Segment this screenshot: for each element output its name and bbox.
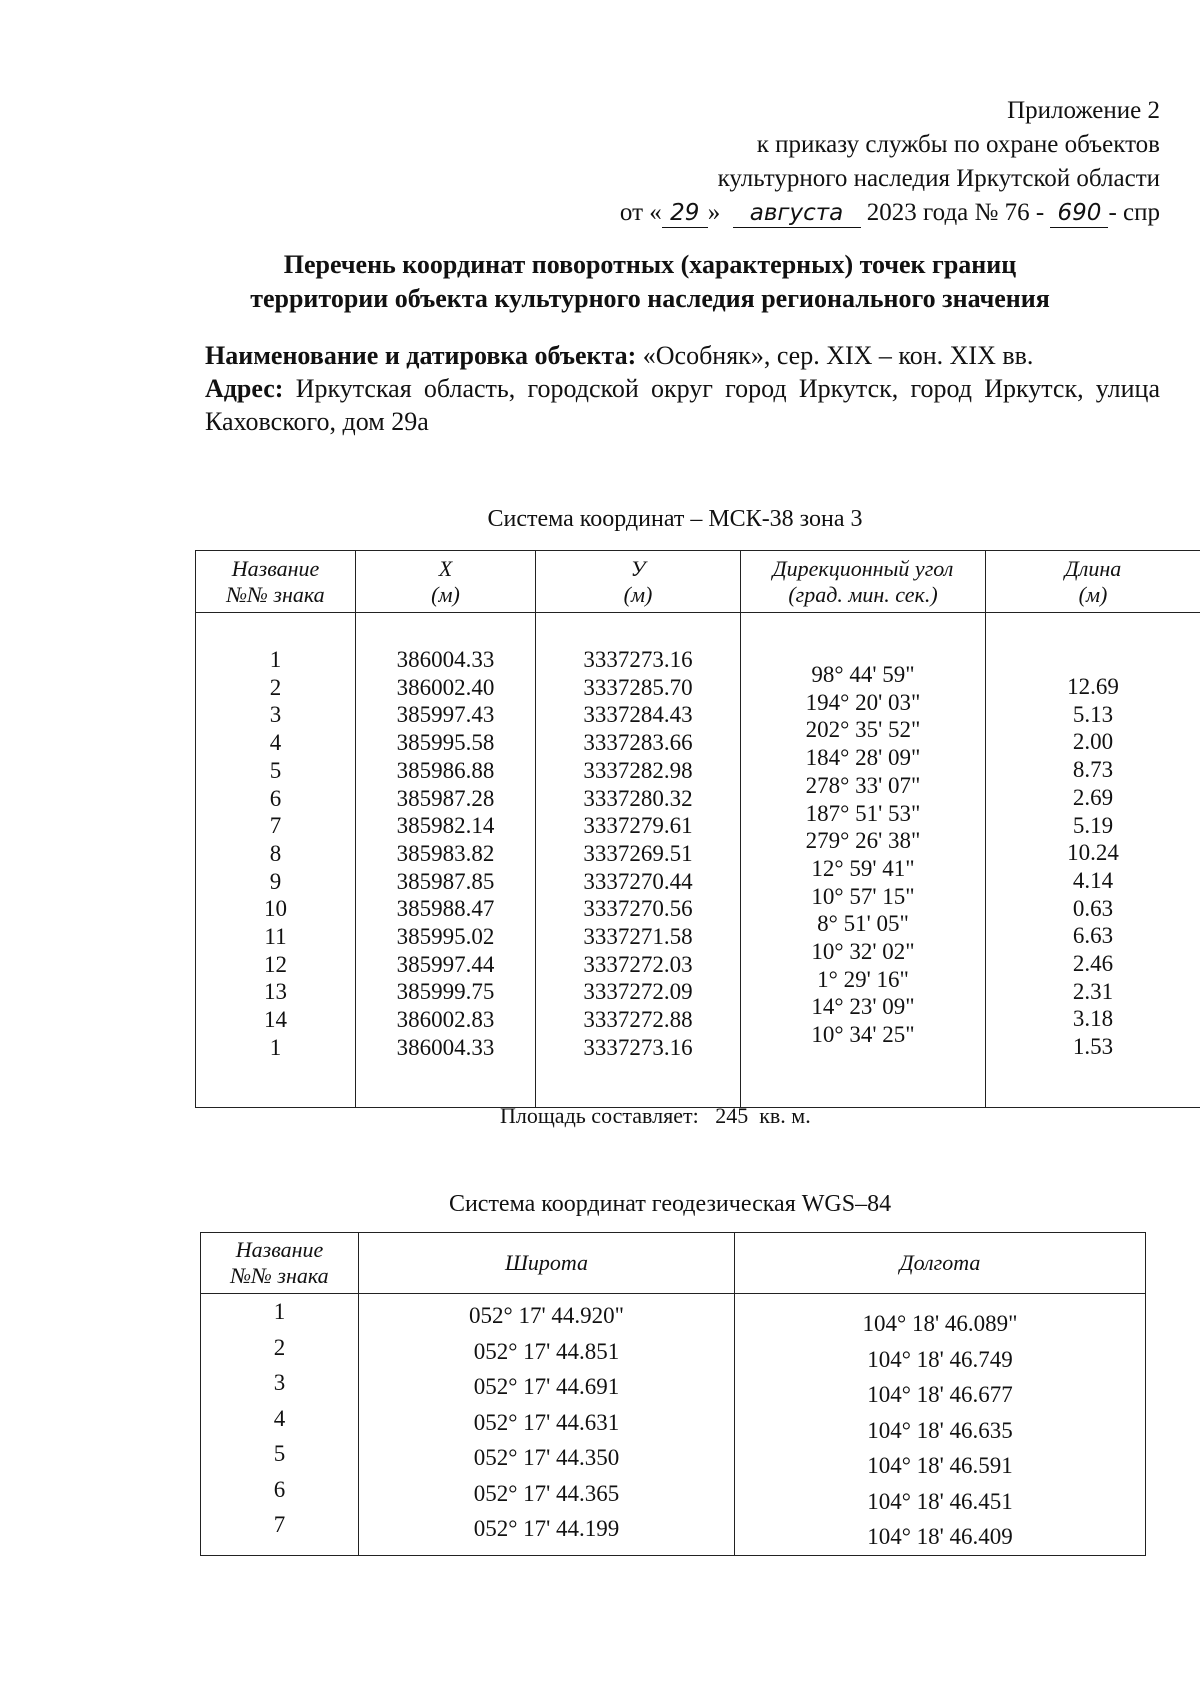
angle-value: 12° 59' 41" (811, 855, 915, 881)
date-prefix: от « (619, 199, 662, 226)
wgs-point-number: 4 (273, 1405, 286, 1431)
wgs-point-number: 1 (273, 1299, 286, 1324)
length-value: 2.00 (1072, 729, 1114, 755)
wgs-point-number: 5 (273, 1441, 286, 1466)
angle-value: 202° 35' 52" (805, 717, 921, 743)
point-number: 4 (269, 730, 282, 756)
wgs-header-point-name: Название №№ знака (201, 1233, 359, 1294)
length-value: 2.46 (1072, 951, 1114, 977)
angle-value: 187° 51' 53" (805, 800, 921, 826)
object-address-value: Иркутская область, городской округ город Иркутск, город Иркутск, улица Каховского, дом 29а (205, 374, 1161, 436)
y-value: 3337273.16 (583, 647, 693, 672)
date-year-text: 2023 года № 76 - (866, 199, 1045, 226)
point-number: 2 (269, 674, 282, 700)
angle-value: 279° 26' 38" (805, 828, 921, 854)
y-value: 3337270.56 (583, 896, 693, 922)
header-angle: Дирекционный угол (град. мин. сек.) (741, 551, 986, 613)
length-value: 10.24 (1067, 840, 1119, 866)
order-suffix: - спр (1108, 199, 1160, 226)
point-number: 8 (269, 840, 282, 866)
point-number: 1 (269, 1034, 282, 1060)
angle-value: 8° 51' 05" (817, 911, 909, 937)
point-number: 3 (269, 702, 282, 728)
document-title (150, 248, 1150, 316)
area-label: Площадь составляет: (500, 1103, 699, 1128)
y-value: 3337272.09 (583, 979, 693, 1005)
point-number: 14 (264, 1007, 287, 1033)
length-value: 12.69 (1067, 674, 1119, 699)
x-value: 385995.02 (396, 924, 495, 950)
appendix-date-line (620, 196, 1160, 230)
longitude-value: 104° 18' 46.591 (867, 1453, 1013, 1478)
appendix-line-1: Приложение 2 (1007, 97, 1160, 124)
angle-value: 98° 44' 59" (811, 662, 915, 687)
column-x-values (356, 613, 536, 1108)
longitude-value: 104° 18' 46.451 (867, 1488, 1013, 1514)
appendix-header (620, 94, 1160, 230)
y-value: 3337282.98 (583, 757, 693, 783)
area-unit: кв. м. (759, 1103, 811, 1128)
y-value: 3337269.51 (583, 840, 693, 866)
column-angles (741, 613, 986, 1108)
wgs-point-number: 6 (273, 1476, 286, 1502)
point-number: 13 (264, 979, 287, 1005)
object-name-value: «Особняк», сер. XIX – кон. XIX вв. (642, 341, 1034, 370)
x-value: 385986.88 (396, 757, 495, 783)
y-value: 3337280.32 (583, 785, 693, 811)
latitude-value: 052° 17' 44.920" (469, 1303, 624, 1328)
object-name-label: Наименование и датировка объекта: (205, 341, 637, 370)
angle-value: 14° 23' 09" (811, 994, 915, 1020)
y-value: 3337273.16 (583, 1034, 693, 1060)
point-number: 5 (269, 757, 282, 783)
angle-value: 1° 29' 16" (817, 966, 909, 992)
area-line (500, 1103, 811, 1129)
point-number: 11 (264, 924, 287, 950)
x-value: 385987.85 (396, 868, 495, 894)
title-line-2: территории объекта культурного наследия регионального значения (250, 284, 1050, 313)
x-value: 385982.14 (396, 813, 495, 839)
latitude-value: 052° 17' 44.691 (473, 1374, 620, 1399)
wgs-header-latitude: Широта (359, 1233, 735, 1294)
handwritten-order-number: 690 (1050, 199, 1108, 228)
x-value: 385997.44 (396, 951, 495, 977)
wgs-caption: Система координат геодезическая WGS–84 (448, 1191, 892, 1217)
y-value: 3337283.66 (583, 730, 693, 756)
length-value: 4.14 (1072, 867, 1114, 893)
object-info (205, 339, 1160, 438)
latitude-value: 052° 17' 44.851 (473, 1338, 620, 1364)
longitude-value: 104° 18' 46.635 (867, 1417, 1013, 1443)
length-value: 2.69 (1072, 784, 1114, 810)
point-number: 10 (264, 896, 287, 922)
title-line-1: Перечень координат поворотных (характерных) точек границ (283, 250, 1017, 279)
x-value: 385997.43 (396, 702, 495, 728)
length-value: 3.18 (1072, 1006, 1114, 1032)
wgs-point-number: 3 (273, 1370, 286, 1395)
y-value: 3337272.88 (583, 1007, 693, 1033)
wgs-point-number: 7 (273, 1512, 286, 1537)
y-value: 3337279.61 (583, 813, 693, 839)
object-address-line (205, 372, 1160, 438)
x-value: 386002.83 (396, 1007, 495, 1033)
angle-value: 184° 28' 09" (805, 745, 921, 771)
angle-value: 194° 20' 03" (805, 689, 921, 715)
length-value: 5.19 (1072, 812, 1114, 838)
wgs-header-row (201, 1233, 1146, 1294)
y-value: 3337285.70 (583, 674, 693, 700)
wgs-column-point-numbers (201, 1294, 359, 1556)
wgs-column-latitudes (359, 1294, 735, 1556)
wgs-point-number: 2 (273, 1334, 286, 1360)
date-day-close: » (707, 199, 721, 226)
length-value: 6.63 (1072, 923, 1114, 949)
column-lengths (986, 613, 1200, 1108)
angle-value: 278° 33' 07" (805, 772, 921, 798)
y-value: 3337270.44 (583, 868, 693, 894)
handwritten-day: 29 (662, 199, 708, 228)
header-length: Длина (м) (986, 551, 1200, 613)
wgs-body-row (201, 1294, 1146, 1556)
point-number: 12 (264, 951, 287, 977)
msk-header-row (196, 551, 1200, 613)
header-x: X (м) (356, 551, 536, 613)
x-value: 385987.28 (396, 785, 495, 811)
x-value: 386002.40 (396, 674, 495, 700)
latitude-value: 052° 17' 44.365 (473, 1480, 620, 1506)
x-value: 386004.33 (396, 1034, 495, 1060)
header-y: У (м) (536, 551, 741, 613)
object-address-label: Адрес: (205, 374, 284, 403)
column-y-values (536, 613, 741, 1108)
longitude-value: 104° 18' 46.409 (867, 1524, 1013, 1549)
length-value: 2.31 (1072, 978, 1114, 1004)
longitude-value: 104° 18' 46.749 (867, 1346, 1013, 1372)
wgs-column-longitudes (735, 1294, 1146, 1556)
wgs-header-longitude: Долгота (735, 1233, 1146, 1294)
y-value: 3337272.03 (583, 951, 693, 977)
msk-coordinates-table (195, 550, 1200, 1108)
wgs-coordinates-table (200, 1232, 1146, 1556)
latitude-value: 052° 17' 44.350 (473, 1445, 620, 1470)
x-value: 385988.47 (396, 896, 495, 922)
y-value: 3337284.43 (583, 702, 693, 728)
length-value: 5.13 (1072, 701, 1114, 727)
point-number: 6 (269, 785, 282, 811)
longitude-value: 104° 18' 46.089" (862, 1311, 1018, 1336)
x-value: 385995.58 (396, 730, 495, 756)
point-number: 9 (269, 868, 282, 894)
appendix-line-3: культурного наследия Иркутской области (717, 165, 1160, 192)
length-value: 8.73 (1072, 757, 1114, 783)
header-point-name: Название №№ знака (196, 551, 356, 613)
msk-caption: Система координат – МСК-38 зона 3 (487, 506, 863, 532)
latitude-value: 052° 17' 44.199 (473, 1516, 620, 1541)
angle-value: 10° 57' 15" (811, 883, 915, 909)
latitude-value: 052° 17' 44.631 (473, 1409, 620, 1435)
angle-value: 10° 34' 25" (811, 1022, 915, 1048)
point-number: 1 (269, 647, 282, 672)
x-value: 385983.82 (396, 840, 495, 866)
object-name-line (205, 339, 1160, 372)
length-value: 1.53 (1072, 1034, 1114, 1060)
x-value: 386004.33 (396, 647, 495, 672)
x-value: 385999.75 (396, 979, 495, 1005)
area-value: 245 (715, 1103, 749, 1128)
angle-value: 10° 32' 02" (811, 939, 915, 965)
point-number: 7 (269, 813, 282, 839)
msk-body-row (196, 613, 1200, 1108)
appendix-line-2: к приказу службы по охране объектов (756, 131, 1160, 158)
column-point-numbers (196, 613, 356, 1108)
handwritten-month: августа (733, 199, 861, 228)
y-value: 3337271.58 (583, 924, 693, 950)
length-value: 0.63 (1072, 895, 1114, 921)
longitude-value: 104° 18' 46.677 (867, 1382, 1013, 1407)
